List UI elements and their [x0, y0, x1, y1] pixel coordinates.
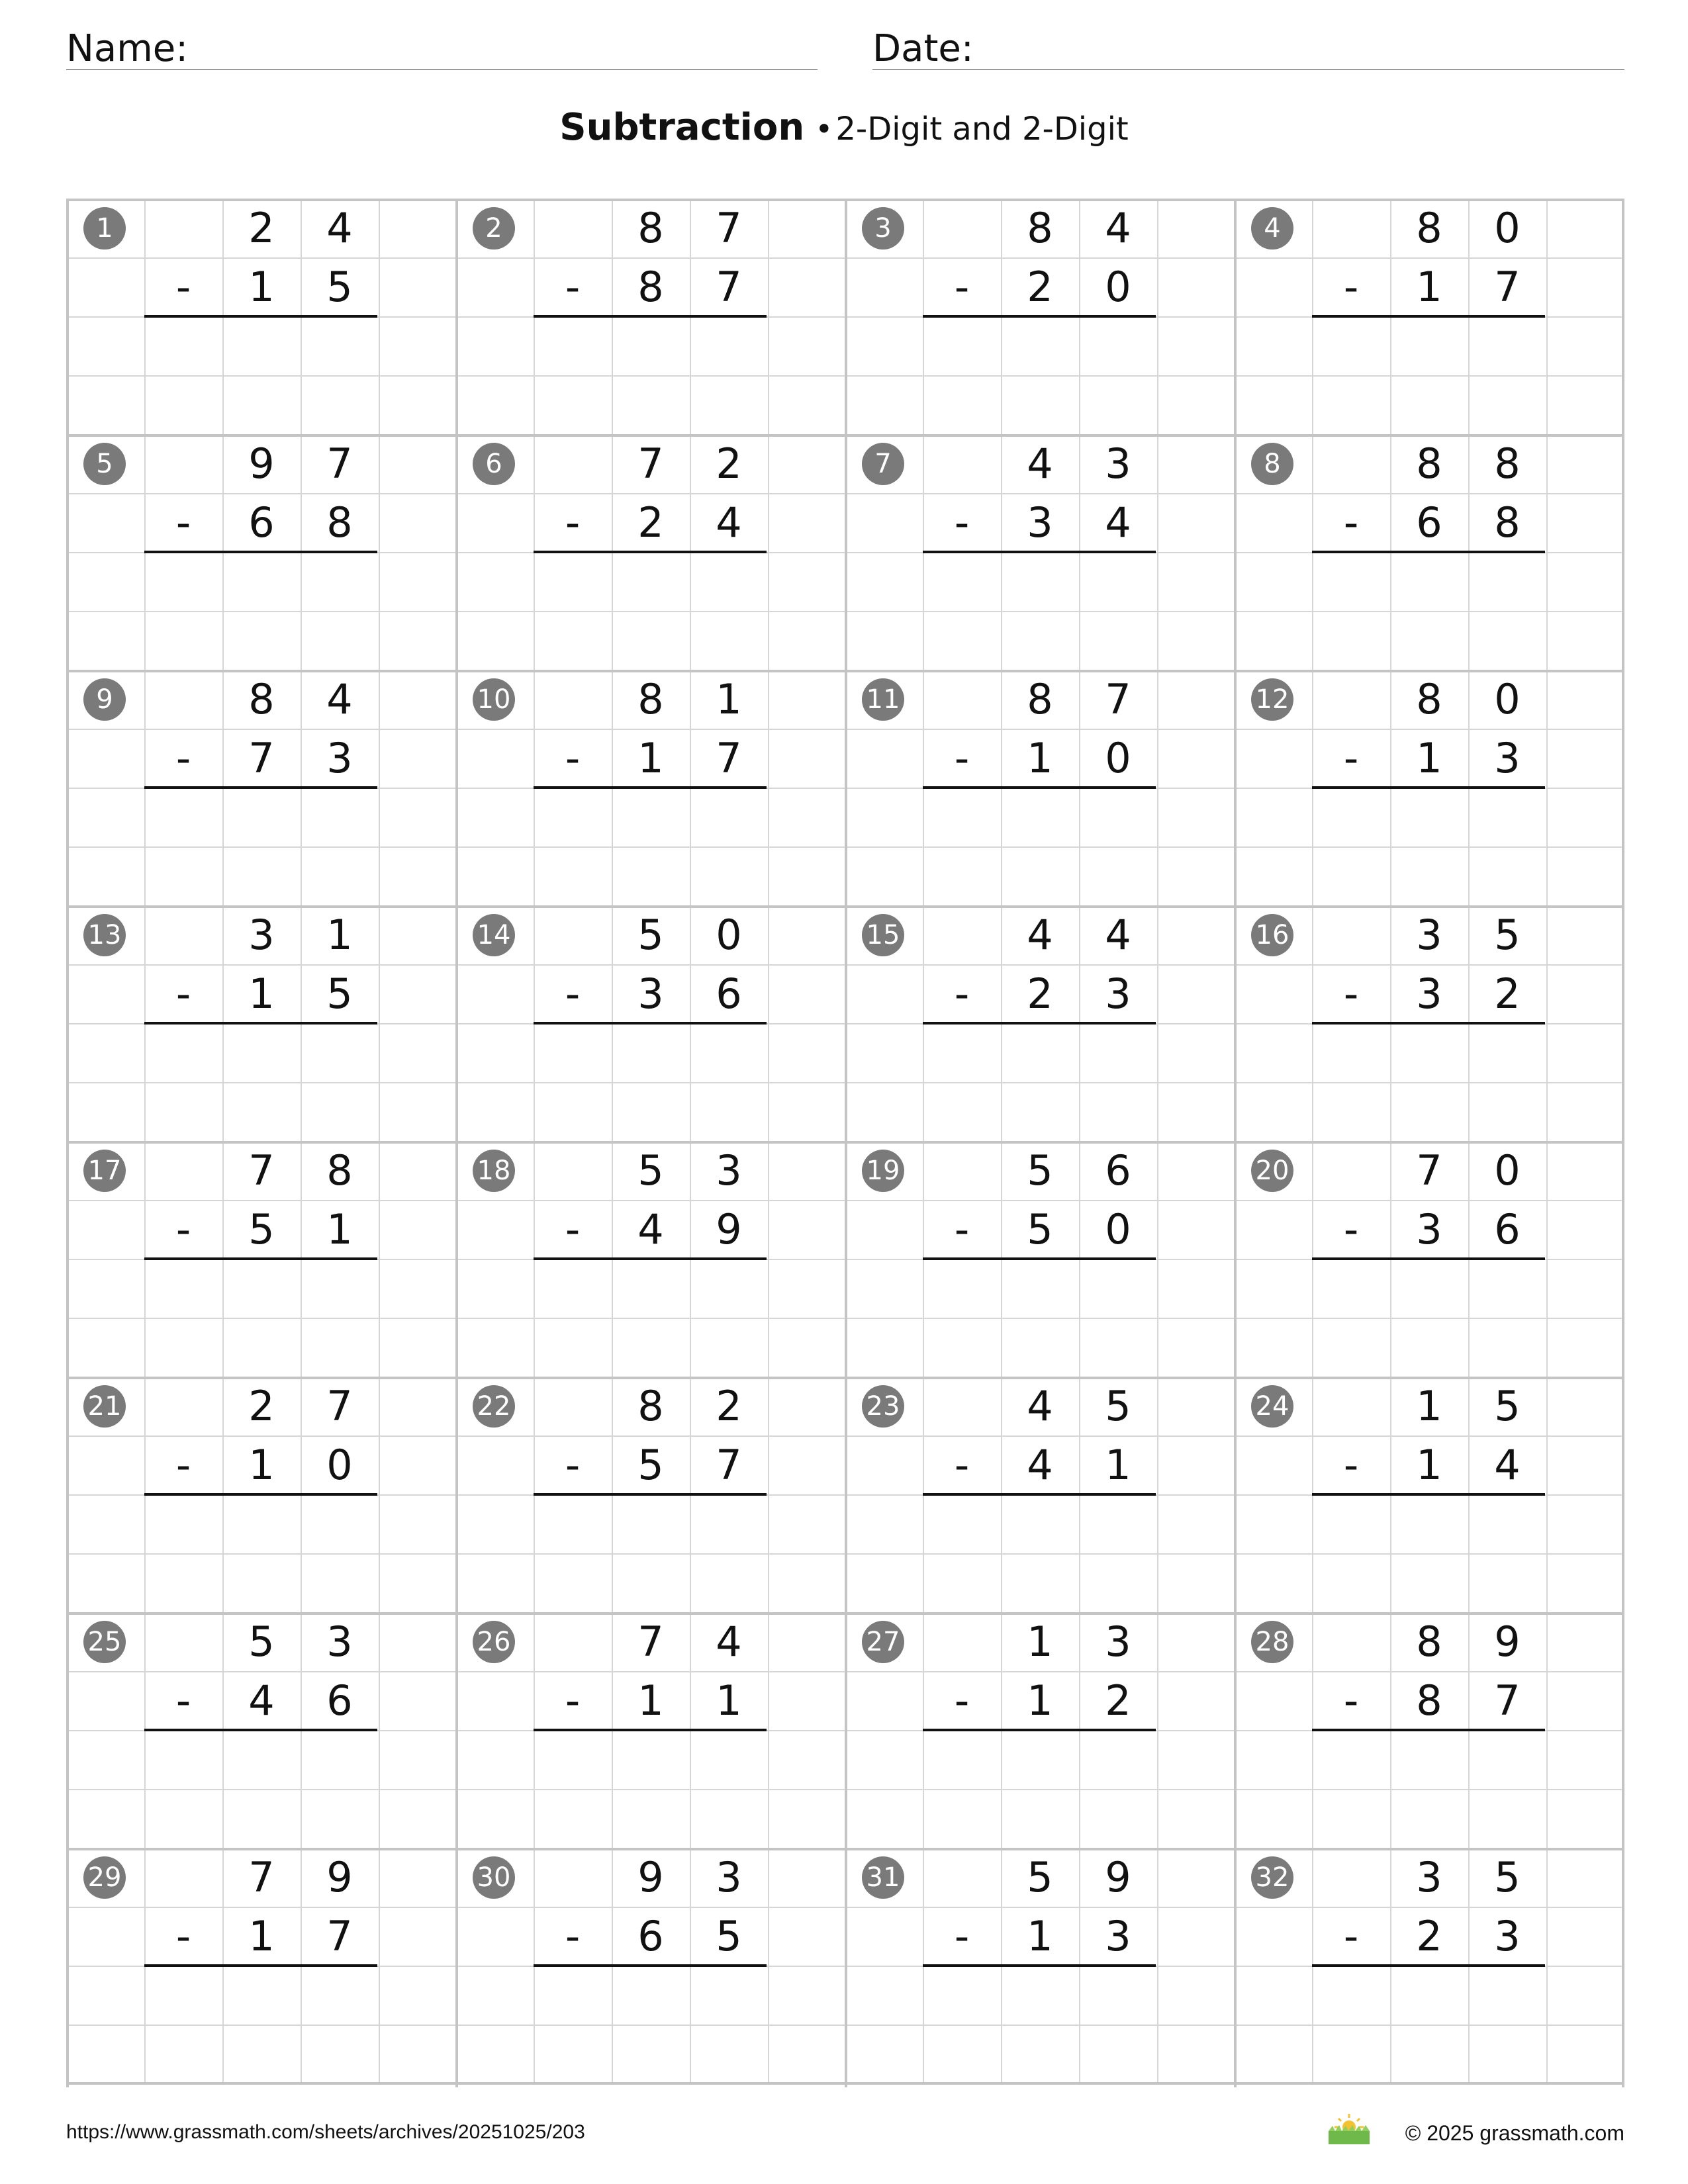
- minuend-tens-digit: 7: [637, 439, 664, 488]
- grid-frame-line: [66, 1141, 1624, 1144]
- name-field[interactable]: [66, 25, 818, 70]
- minuend-tens-digit: 3: [248, 911, 275, 959]
- subtrahend-tens-digit: 4: [1027, 1441, 1053, 1489]
- subtrahend-ones-digit: 7: [1494, 263, 1521, 311]
- subtrahend-tens-digit: 1: [248, 970, 275, 1018]
- subtrahend-tens-digit: 5: [637, 1441, 664, 1489]
- minuend-tens-digit: 5: [248, 1617, 275, 1666]
- minuend-ones-digit: 8: [326, 1146, 353, 1195]
- minus-sign: -: [954, 263, 970, 311]
- subtrahend-ones-digit: 6: [716, 970, 742, 1018]
- minuend-ones-digit: 1: [716, 675, 742, 723]
- answer-area[interactable]: [1312, 552, 1546, 670]
- minus-sign: -: [954, 734, 970, 782]
- minuend-ones-digit: 3: [1105, 439, 1131, 488]
- minuend-tens-digit: 7: [637, 1617, 664, 1666]
- minuend-tens-digit: 8: [637, 204, 664, 252]
- minuend-ones-digit: 5: [1105, 1382, 1131, 1430]
- subtrahend-tens-digit: 4: [248, 1676, 275, 1725]
- worksheet-title: [0, 106, 1688, 149]
- subtrahend-tens-digit: 6: [248, 498, 275, 547]
- problem-number-badge: 28: [1251, 1621, 1293, 1663]
- problem-25: [66, 1612, 455, 1848]
- minuend-ones-digit: 3: [716, 1146, 742, 1195]
- subtrahend-ones-digit: 7: [716, 734, 742, 782]
- answer-area[interactable]: [1312, 1730, 1546, 1848]
- problem-32: [1234, 1848, 1623, 2083]
- minuend-tens-digit: 3: [1416, 911, 1442, 959]
- answer-area[interactable]: [534, 1259, 768, 1377]
- minus-sign: -: [1343, 263, 1359, 311]
- problem-23: [845, 1377, 1234, 1612]
- minuend-tens-digit: 4: [1027, 1382, 1053, 1430]
- minuend-tens-digit: 7: [248, 1146, 275, 1195]
- problem-4: [1234, 199, 1623, 434]
- minuend-tens-digit: 8: [1416, 675, 1442, 723]
- problem-21: [66, 1377, 455, 1612]
- problem-30: [455, 1848, 845, 2083]
- subtrahend-tens-digit: 6: [1416, 498, 1442, 547]
- problem-number-badge: 10: [473, 678, 515, 721]
- minus-sign: -: [1343, 1205, 1359, 1253]
- subtrahend-tens-digit: 2: [1027, 263, 1053, 311]
- footer-copyright: © 2025 grassmath.com: [1405, 2121, 1624, 2145]
- minuend-tens-digit: 5: [637, 911, 664, 959]
- problem-number-badge: 22: [473, 1385, 515, 1428]
- minuend-ones-digit: 7: [716, 204, 742, 252]
- subtrahend-tens-digit: 1: [637, 1676, 664, 1725]
- problem-14: [455, 905, 845, 1141]
- problem-1: [66, 199, 455, 434]
- problem-grid: [66, 199, 1624, 2087]
- minus-sign: -: [954, 1205, 970, 1253]
- minuend-ones-digit: 0: [716, 911, 742, 959]
- subtrahend-ones-digit: 4: [716, 498, 742, 547]
- minus-sign: -: [1343, 1676, 1359, 1725]
- minuend-ones-digit: 0: [1494, 675, 1521, 723]
- minus-sign: -: [565, 1676, 581, 1725]
- subtrahend-ones-digit: 8: [1494, 498, 1521, 547]
- problem-number-badge: 17: [83, 1150, 126, 1192]
- minus-sign: -: [954, 498, 970, 547]
- subtrahend-tens-digit: 5: [248, 1205, 275, 1253]
- minuend-tens-digit: 7: [248, 1853, 275, 1901]
- minuend-ones-digit: 4: [716, 1617, 742, 1666]
- subtrahend-ones-digit: 0: [1105, 263, 1131, 311]
- problem-16: [1234, 905, 1623, 1141]
- minuend-ones-digit: 8: [1494, 439, 1521, 488]
- problem-20: [1234, 1141, 1623, 1377]
- minuend-ones-digit: 2: [716, 1382, 742, 1430]
- minuend-ones-digit: 9: [1494, 1617, 1521, 1666]
- problem-22: [455, 1377, 845, 1612]
- minuend-ones-digit: 3: [1105, 1617, 1131, 1666]
- problem-number-badge: 25: [83, 1621, 126, 1663]
- problem-number-badge: 24: [1251, 1385, 1293, 1428]
- problem-number-badge: 30: [473, 1856, 515, 1899]
- problem-6: [455, 434, 845, 670]
- title-separator: •: [815, 111, 833, 147]
- answer-area[interactable]: [923, 1259, 1157, 1377]
- minuend-ones-digit: 0: [1494, 204, 1521, 252]
- minuend-tens-digit: 3: [1416, 1853, 1442, 1901]
- answer-area[interactable]: [923, 316, 1157, 434]
- subtrahend-tens-digit: 8: [1416, 1676, 1442, 1725]
- problem-number-badge: 29: [83, 1856, 126, 1899]
- problem-number-badge: 19: [862, 1150, 904, 1192]
- subtrahend-ones-digit: 5: [326, 970, 353, 1018]
- answer-area[interactable]: [1312, 1966, 1546, 2083]
- subtrahend-tens-digit: 1: [1027, 1912, 1053, 1960]
- answer-area[interactable]: [534, 1023, 768, 1141]
- problem-9: [66, 670, 455, 905]
- subtrahend-ones-digit: 5: [326, 263, 353, 311]
- answer-area[interactable]: [923, 1494, 1157, 1612]
- answer-area[interactable]: [534, 788, 768, 905]
- problem-number-badge: 15: [862, 914, 904, 956]
- problem-number-badge: 20: [1251, 1150, 1293, 1192]
- minus-sign: -: [954, 1441, 970, 1489]
- problem-19: [845, 1141, 1234, 1377]
- subtrahend-ones-digit: 3: [326, 734, 353, 782]
- problem-number-badge: 12: [1251, 678, 1293, 721]
- minus-sign: -: [1343, 734, 1359, 782]
- problem-number-badge: 16: [1251, 914, 1293, 956]
- subtrahend-tens-digit: 1: [1027, 734, 1053, 782]
- minus-sign: -: [954, 970, 970, 1018]
- subtrahend-ones-digit: 3: [1105, 970, 1131, 1018]
- subtrahend-ones-digit: 7: [326, 1912, 353, 1960]
- minus-sign: -: [175, 498, 191, 547]
- problem-number-badge: 5: [83, 443, 126, 485]
- problem-7: [845, 434, 1234, 670]
- minuend-ones-digit: 3: [326, 1617, 353, 1666]
- problem-12: [1234, 670, 1623, 905]
- problem-27: [845, 1612, 1234, 1848]
- minuend-ones-digit: 5: [1494, 911, 1521, 959]
- problem-number-badge: 31: [862, 1856, 904, 1899]
- answer-area[interactable]: [534, 316, 768, 434]
- minuend-tens-digit: 5: [1027, 1146, 1053, 1195]
- problem-17: [66, 1141, 455, 1377]
- minus-sign: -: [1343, 498, 1359, 547]
- minuend-tens-digit: 7: [1416, 1146, 1442, 1195]
- minuend-ones-digit: 5: [1494, 1853, 1521, 1901]
- subtrahend-ones-digit: 1: [326, 1205, 353, 1253]
- minuend-tens-digit: 4: [1027, 439, 1053, 488]
- subtrahend-ones-digit: 7: [716, 1441, 742, 1489]
- subtrahend-ones-digit: 3: [1105, 1912, 1131, 1960]
- minus-sign: -: [175, 1676, 191, 1725]
- minuend-tens-digit: 5: [637, 1146, 664, 1195]
- answer-area[interactable]: [923, 788, 1157, 905]
- subtrahend-tens-digit: 1: [1416, 1441, 1442, 1489]
- minus-sign: -: [175, 970, 191, 1018]
- answer-area[interactable]: [534, 1730, 768, 1848]
- problem-24: [1234, 1377, 1623, 1612]
- problem-number-badge: 7: [862, 443, 904, 485]
- minus-sign: -: [1343, 1912, 1359, 1960]
- minuend-ones-digit: 7: [326, 1382, 353, 1430]
- grid-frame-line: [66, 199, 1624, 201]
- problem-number-badge: 9: [83, 678, 126, 721]
- answer-area[interactable]: [1312, 788, 1546, 905]
- subtrahend-tens-digit: 1: [248, 1441, 275, 1489]
- minuend-ones-digit: 9: [326, 1853, 353, 1901]
- answer-area[interactable]: [144, 1730, 379, 1848]
- answer-area[interactable]: [534, 552, 768, 670]
- problem-3: [845, 199, 1234, 434]
- minuend-ones-digit: 2: [716, 439, 742, 488]
- grid-frame-line: [66, 905, 1624, 908]
- subtrahend-ones-digit: 0: [1105, 1205, 1131, 1253]
- problem-15: [845, 905, 1234, 1141]
- subtrahend-tens-digit: 2: [637, 498, 664, 547]
- footer-url: https://www.grassmath.com/sheets/archives/20251025/203: [66, 2121, 585, 2143]
- problem-number-badge: 27: [862, 1621, 904, 1663]
- problem-18: [455, 1141, 845, 1377]
- minuend-ones-digit: 4: [326, 675, 353, 723]
- subtrahend-tens-digit: 1: [1027, 1676, 1053, 1725]
- answer-area[interactable]: [144, 1259, 379, 1377]
- minus-sign: -: [175, 734, 191, 782]
- problem-number-badge: 11: [862, 678, 904, 721]
- minus-sign: -: [175, 1912, 191, 1960]
- minus-sign: -: [175, 263, 191, 311]
- minus-sign: -: [565, 970, 581, 1018]
- problem-number-badge: 18: [473, 1150, 515, 1192]
- subtrahend-tens-digit: 7: [248, 734, 275, 782]
- minuend-tens-digit: 2: [248, 1382, 275, 1430]
- grid-frame-line: [66, 1612, 1624, 1615]
- minus-sign: -: [175, 1205, 191, 1253]
- subtrahend-tens-digit: 3: [1027, 498, 1053, 547]
- grass-sun-logo-icon: [1327, 2111, 1371, 2146]
- subtrahend-tens-digit: 2: [1027, 970, 1053, 1018]
- minus-sign: -: [565, 734, 581, 782]
- minuend-ones-digit: 4: [1105, 204, 1131, 252]
- minuend-tens-digit: 8: [637, 1382, 664, 1430]
- subtrahend-tens-digit: 1: [1416, 734, 1442, 782]
- minuend-ones-digit: 4: [326, 204, 353, 252]
- subtrahend-ones-digit: 0: [326, 1441, 353, 1489]
- subtrahend-ones-digit: 3: [1494, 734, 1521, 782]
- subtrahend-tens-digit: 3: [637, 970, 664, 1018]
- answer-area[interactable]: [1312, 316, 1546, 434]
- problem-28: [1234, 1612, 1623, 1848]
- name-label: Name:: [66, 27, 189, 70]
- minuend-tens-digit: 8: [1416, 439, 1442, 488]
- subtrahend-ones-digit: 4: [1105, 498, 1131, 547]
- subtrahend-ones-digit: 5: [716, 1912, 742, 1960]
- problem-number-badge: 2: [473, 207, 515, 250]
- subtrahend-ones-digit: 2: [1494, 970, 1521, 1018]
- minuend-tens-digit: 9: [248, 439, 275, 488]
- subtrahend-ones-digit: 6: [326, 1676, 353, 1725]
- subtrahend-ones-digit: 6: [1494, 1205, 1521, 1253]
- answer-area[interactable]: [144, 552, 379, 670]
- grid-frame-line: [66, 1848, 1624, 1850]
- answer-area[interactable]: [144, 1494, 379, 1612]
- minus-sign: -: [954, 1676, 970, 1725]
- minuend-ones-digit: 7: [1105, 675, 1131, 723]
- minuend-ones-digit: 6: [1105, 1146, 1131, 1195]
- answer-area[interactable]: [534, 1494, 768, 1612]
- problem-number-badge: 4: [1251, 207, 1293, 250]
- subtrahend-tens-digit: 5: [1027, 1205, 1053, 1253]
- problem-number-badge: 3: [862, 207, 904, 250]
- problem-8: [1234, 434, 1623, 670]
- minuend-ones-digit: 3: [716, 1853, 742, 1901]
- problem-13: [66, 905, 455, 1141]
- title-subtitle: 2-Digit and 2-Digit: [835, 111, 1129, 148]
- subtrahend-ones-digit: 9: [716, 1205, 742, 1253]
- minus-sign: -: [1343, 1441, 1359, 1489]
- minuend-tens-digit: 8: [1416, 204, 1442, 252]
- minuend-tens-digit: 8: [1027, 675, 1053, 723]
- answer-area[interactable]: [923, 1730, 1157, 1848]
- grid-frame-line: [66, 434, 1624, 437]
- answer-area[interactable]: [144, 316, 379, 434]
- minuend-tens-digit: 9: [637, 1853, 664, 1901]
- subtrahend-ones-digit: 0: [1105, 734, 1131, 782]
- problem-10: [455, 670, 845, 905]
- minus-sign: -: [954, 1912, 970, 1960]
- answer-area[interactable]: [534, 1966, 768, 2083]
- date-field[interactable]: [872, 25, 1624, 70]
- subtrahend-ones-digit: 1: [716, 1676, 742, 1725]
- date-label: Date:: [872, 27, 974, 70]
- subtrahend-tens-digit: 1: [1416, 263, 1442, 311]
- minuend-tens-digit: 8: [1027, 204, 1053, 252]
- subtrahend-tens-digit: 6: [637, 1912, 664, 1960]
- answer-area[interactable]: [923, 1966, 1157, 2083]
- title-main: Subtraction: [559, 106, 805, 149]
- answer-area[interactable]: [923, 552, 1157, 670]
- minuend-tens-digit: 5: [1027, 1853, 1053, 1901]
- problem-number-badge: 13: [83, 914, 126, 956]
- problem-31: [845, 1848, 1234, 2083]
- subtrahend-tens-digit: 8: [637, 263, 664, 311]
- problem-number-badge: 1: [83, 207, 126, 250]
- problem-26: [455, 1612, 845, 1848]
- subtrahend-ones-digit: 1: [1105, 1441, 1131, 1489]
- problem-number-badge: 21: [83, 1385, 126, 1428]
- problem-number-badge: 26: [473, 1621, 515, 1663]
- problem-2: [455, 199, 845, 434]
- problem-29: [66, 1848, 455, 2083]
- minus-sign: -: [565, 1912, 581, 1960]
- minuend-ones-digit: 5: [1494, 1382, 1521, 1430]
- minuend-ones-digit: 1: [326, 911, 353, 959]
- answer-area[interactable]: [144, 1966, 379, 2083]
- problem-number-badge: 6: [473, 443, 515, 485]
- name-underline: [66, 69, 818, 70]
- subtrahend-ones-digit: 2: [1105, 1676, 1131, 1725]
- subtrahend-ones-digit: 7: [716, 263, 742, 311]
- minus-sign: -: [565, 498, 581, 547]
- grid-frame-line: [66, 2082, 1624, 2085]
- problem-number-badge: 32: [1251, 1856, 1293, 1899]
- minuend-ones-digit: 7: [326, 439, 353, 488]
- subtrahend-ones-digit: 3: [1494, 1912, 1521, 1960]
- minuend-tens-digit: 8: [1416, 1617, 1442, 1666]
- problem-11: [845, 670, 1234, 905]
- problem-number-badge: 23: [862, 1385, 904, 1428]
- answer-area[interactable]: [144, 1023, 379, 1141]
- problem-number-badge: 8: [1251, 443, 1293, 485]
- problem-5: [66, 434, 455, 670]
- minuend-ones-digit: 0: [1494, 1146, 1521, 1195]
- minuend-tens-digit: 1: [1027, 1617, 1053, 1666]
- subtrahend-tens-digit: 1: [248, 1912, 275, 1960]
- answer-area[interactable]: [1312, 1023, 1546, 1141]
- minuend-tens-digit: 4: [1027, 911, 1053, 959]
- minuend-ones-digit: 9: [1105, 1853, 1131, 1901]
- problem-number-badge: 14: [473, 914, 515, 956]
- answer-area[interactable]: [144, 788, 379, 905]
- minus-sign: -: [565, 263, 581, 311]
- minuend-ones-digit: 4: [1105, 911, 1131, 959]
- subtrahend-tens-digit: 4: [637, 1205, 664, 1253]
- subtrahend-tens-digit: 1: [637, 734, 664, 782]
- minus-sign: -: [565, 1441, 581, 1489]
- grid-frame-line: [66, 670, 1624, 672]
- answer-area[interactable]: [1312, 1494, 1546, 1612]
- subtrahend-tens-digit: 2: [1416, 1912, 1442, 1960]
- minuend-tens-digit: 1: [1416, 1382, 1442, 1430]
- subtrahend-tens-digit: 3: [1416, 970, 1442, 1018]
- answer-area[interactable]: [1312, 1259, 1546, 1377]
- subtrahend-tens-digit: 1: [248, 263, 275, 311]
- date-underline: [872, 69, 1624, 70]
- subtrahend-tens-digit: 3: [1416, 1205, 1442, 1253]
- minuend-tens-digit: 8: [637, 675, 664, 723]
- answer-area[interactable]: [923, 1023, 1157, 1141]
- minuend-tens-digit: 8: [248, 675, 275, 723]
- minus-sign: -: [175, 1441, 191, 1489]
- subtrahend-ones-digit: 8: [326, 498, 353, 547]
- grid-frame-line: [66, 1377, 1624, 1379]
- minuend-tens-digit: 2: [248, 204, 275, 252]
- subtrahend-ones-digit: 7: [1494, 1676, 1521, 1725]
- minus-sign: -: [565, 1205, 581, 1253]
- subtrahend-ones-digit: 4: [1494, 1441, 1521, 1489]
- minus-sign: -: [1343, 970, 1359, 1018]
